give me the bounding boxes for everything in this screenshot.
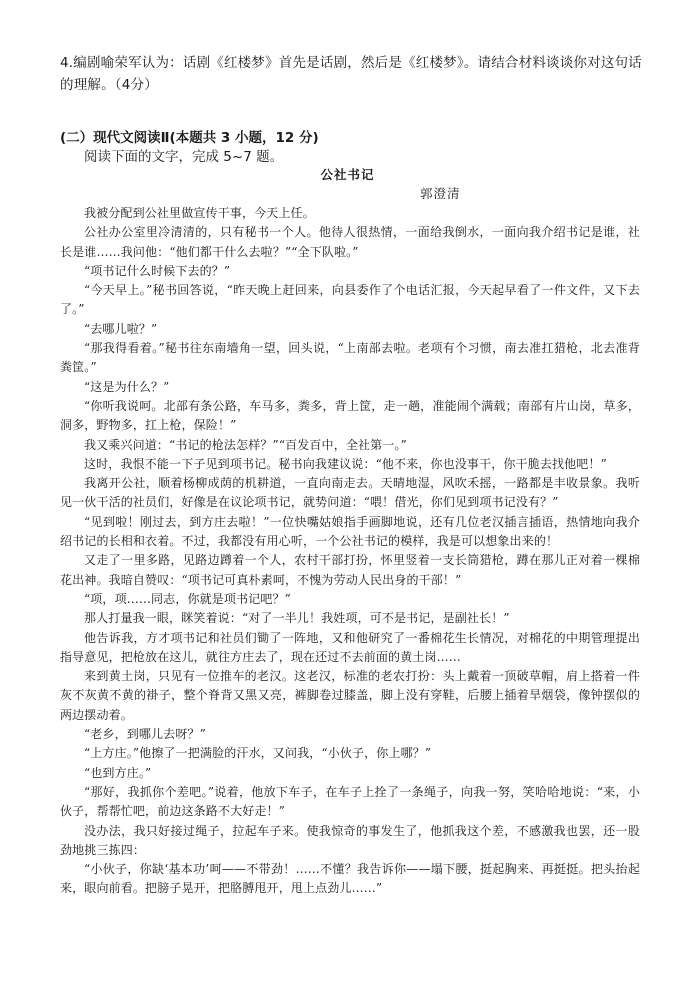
- paragraph: 我离开公社，顺着杨柳成荫的机耕道，一直向南走去。天晴地湿，风吹禾摇，一路都是丰收景象。我听见一伙干活的社员们，好像是在议论项书记，就势问道：“喂！借光，你们见到项书记没有？”: [60, 476, 640, 510]
- paragraph: 没办法，我只好接过绳子，拉起车子来。使我惊奇的事发生了，他抓我这个差，不感激我也罢，还一股劲地挑三拣四：: [60, 823, 640, 857]
- paragraph: “去哪儿啦？”: [84, 321, 158, 336]
- paragraph: 那人打量我一眼，眯笑着说：“对了一半儿！我姓项，可不是书记，是副社长！”: [84, 611, 510, 626]
- paragraph: “小伙子，你缺‘基本功’呵——不带劲！……不懂？我告诉你——塌下腰，挺起胸来、再挺挺。把头抬起来，眼向前看。把膀子晃开，把胳膊甩开，甩上点劲儿……”: [60, 862, 640, 896]
- paragraph: “见到啦！刚过去，到方庄去啦！”一位快嘴姑娘指手画脚地说，还有几位老汉插言插语，热情地向我介绍书记的长相和衣着。不过，我都没有用心听，一个公社书记的模样，我是可以想象出来的！: [60, 514, 640, 549]
- story-body: [60, 204, 640, 899]
- question-4: 4.编剧喻荣军认为：话剧《红楼梦》首先是话剧，然后是《红楼梦》。请结合材料谈谈你对这句话的理解。（4分）: [60, 55, 642, 93]
- section-title: (二）现代文阅读Ⅱ(本题共 3 小题，12 分): [60, 130, 319, 146]
- paragraph: “那好，我抓你个差吧。”说着，他放下车子，在车子上拴了一条绳子，向我一努，笑哈哈地说：“来，小伙子，帮帮忙吧，前边这条路不大好走！”: [60, 784, 640, 819]
- paragraph: 他告诉我，方才项书记和社员们锄了一阵地，又和他研究了一番棉花生长情况，对棉花的中期管理提出指导意见，把枪放在这儿，就往方庄去了，现在还过不去前面的黄土岗……: [60, 630, 640, 664]
- paragraph: “老乡，到哪儿去呀？”: [84, 727, 206, 742]
- section-instruction: 阅读下面的文字，完成 5~7 题。: [84, 149, 284, 165]
- paragraph: “项，项……同志，你就是项书记吧？”: [84, 591, 291, 606]
- paragraph: 我被分配到公社里做宣传干事，今天上任。: [84, 206, 315, 220]
- paragraph: “那我得看着。”秘书往东南墙角一望，回头说，“上南部去啦。老项有个习惯，南去准扛猎枪，北去准背粪筐。”: [60, 341, 640, 375]
- paragraph: “项书记什么时候下去的？”: [84, 263, 231, 278]
- paragraph: “上方庄。”他擦了一把满脸的汗水，又问我，“小伙子，你上哪？”: [84, 746, 432, 761]
- paragraph: “这是为什么？”: [84, 379, 170, 394]
- paragraph: 又走了一里多路，见路边蹲着一个人，农村干部打扮，怀里竖着一支长筒猎枪，蹲在那儿正对着一棵棉花出神。我暗自赞叹：“项书记可真朴素呵，不愧为劳动人民出身的干部！”: [60, 553, 640, 587]
- paragraph: 公社办公室里冷清清的，只有秘书一个人。他待人很热情，一面给我倒水，一面向我介绍书记是谁，社长是谁……我问他：“他们都干什么去啦？”“全下队啦。”: [60, 225, 640, 259]
- story-author: 郭澄清: [420, 186, 461, 201]
- paragraph: 来到黄土岗，只见有一位推车的老汉。这老汉，标准的老农打扮：头上戴着一顶破草帽，肩上搭着一件灰不灰黄不黄的褂子，整个脊背又黑又亮，裤脚卷过膝盖，脚上没有穿鞋，后腰上插着旱烟袋，像钟摆似的两边摆动着。: [60, 669, 640, 722]
- paragraph: “今天早上。”秘书回答说，“昨天晚上赶回来，向县委作了个电话汇报，今天起早看了一件文件，又下去了。”: [60, 283, 640, 317]
- paragraph: 我又乘兴问道：“书记的枪法怎样？”“百发百中，全社第一。”: [84, 437, 407, 452]
- paragraph: “你听我说呵。北部有条公路，车马多，粪多，背上筐，走一趟，准能闹个满载；南部有片山岗，草多，洞多，野物多，扛上枪，保险！”: [60, 398, 640, 433]
- paragraph: 这时，我恨不能一下子见到项书记。秘书向我建议说：“他不来，你也没事干，你干脆去找他吧！”: [84, 456, 607, 471]
- story-title: 公社书记: [320, 167, 375, 182]
- paragraph: “也到方庄。”: [84, 765, 152, 780]
